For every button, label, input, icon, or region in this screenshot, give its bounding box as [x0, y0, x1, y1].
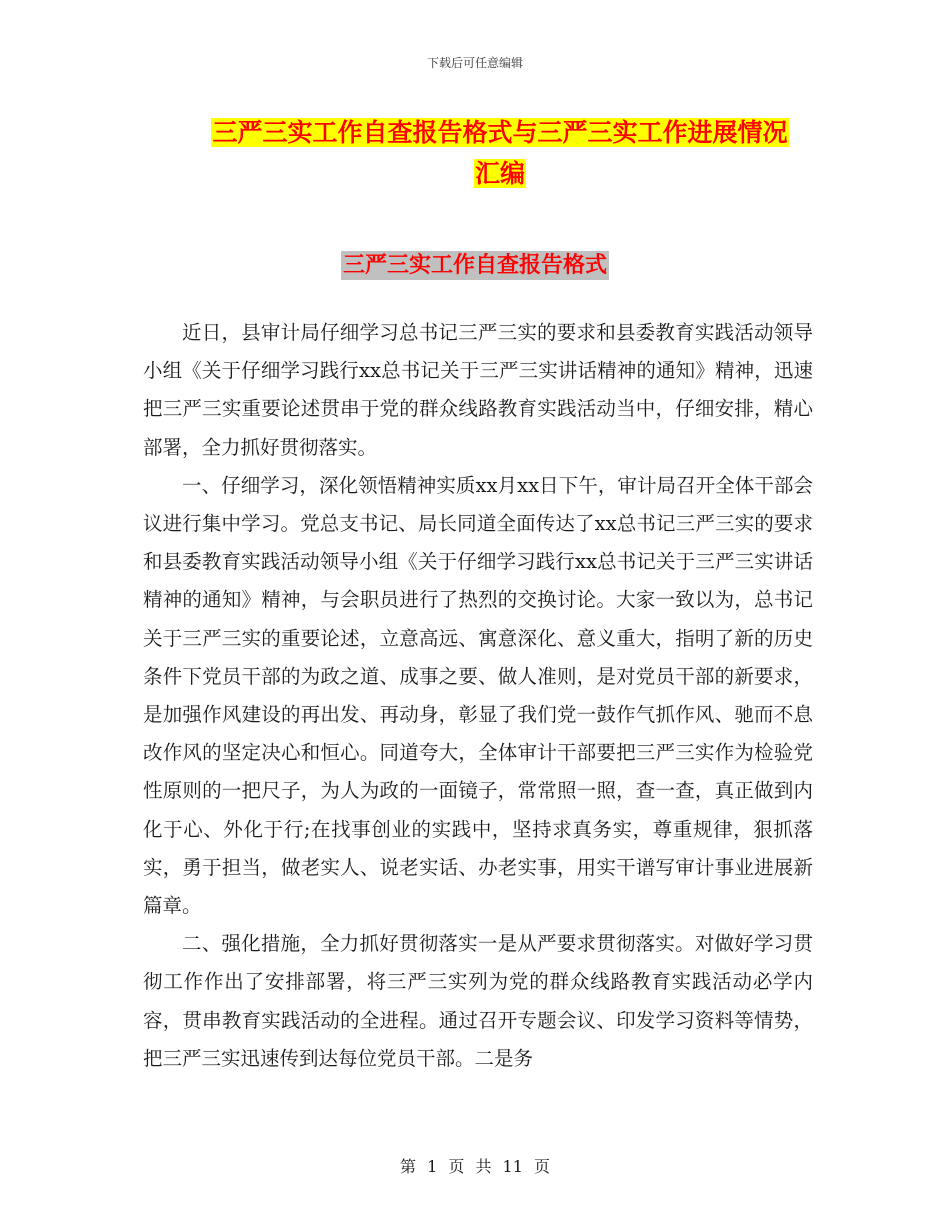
paragraph-intro: 近日，县审计局仔细学习总书记三严三实的要求和县委教育实践活动领导小组《关于仔细学习践行xx总书记关于三严三实讲话精神的通知》精神，迅速把三严三实重要论述贯串于党的群众线路教育实践活动当中，仔细安排，精心部署，全力抓好贯彻落实。	[143, 321, 813, 459]
document-body	[143, 314, 813, 1078]
main-title-line-1: 三严三实工作自查报告格式与三严三实工作进展情况	[212, 118, 788, 147]
section-title-text: 三严三实工作自查报告格式	[342, 253, 607, 278]
page-number: 第 1 页 共 11 页	[400, 1157, 550, 1176]
main-title-line-2: 汇编	[474, 159, 525, 188]
page-header-note: 下载后可任意编辑	[426, 56, 523, 70]
paragraph-section-2: 二、强化措施，全力抓好贯彻落实一是从严要求贯彻落实。对做好学习贯彻工作作出了安排部署，将三严三实列为党的群众线路教育实践活动必学内容，贯串教育实践活动的全进程。通过召开专题会议、印发学习资料等情势，把三严三实迅速传到达每位党员干部。二是务	[143, 932, 813, 1070]
document-main-title	[190, 112, 810, 194]
paragraph-section-1: 一、仔细学习，深化领悟精神实质xx月xx日下午，审计局召开全体干部会议进行集中学习。党总支书记、局长同道全面传达了xx总书记三严三实的要求和县委教育实践活动领导小组《关于仔细学习践行xx总书记关于三严三实讲话精神的通知》精神，与会职员进行了热烈的交换讨论。大家一致以为，总书记关于三严三实的重要论述，立意高远、寓意深化、意义重大，指明了新的历史条件下党员干部的为政之道、成事之要、做人准则，是对党员干部的新要求，是加强作风建设的再出发、再动身，彰显了我们党一鼓作气抓作风、驰而不息改作风的坚定决心和恒心。同道夸大，全体审计干部要把三严三实作为检验党性原则的一把尺子，为人为政的一面镜子，常常照一照，查一查，真正做到内化于心、外化于行;在找事创业的实践中，坚持求真务实，尊重规律，狠抓落实，勇于担当，做老实人、说老实话、办老实事，用实干谱写审计事业进展新篇章。	[143, 473, 813, 918]
section-title	[0, 248, 950, 279]
